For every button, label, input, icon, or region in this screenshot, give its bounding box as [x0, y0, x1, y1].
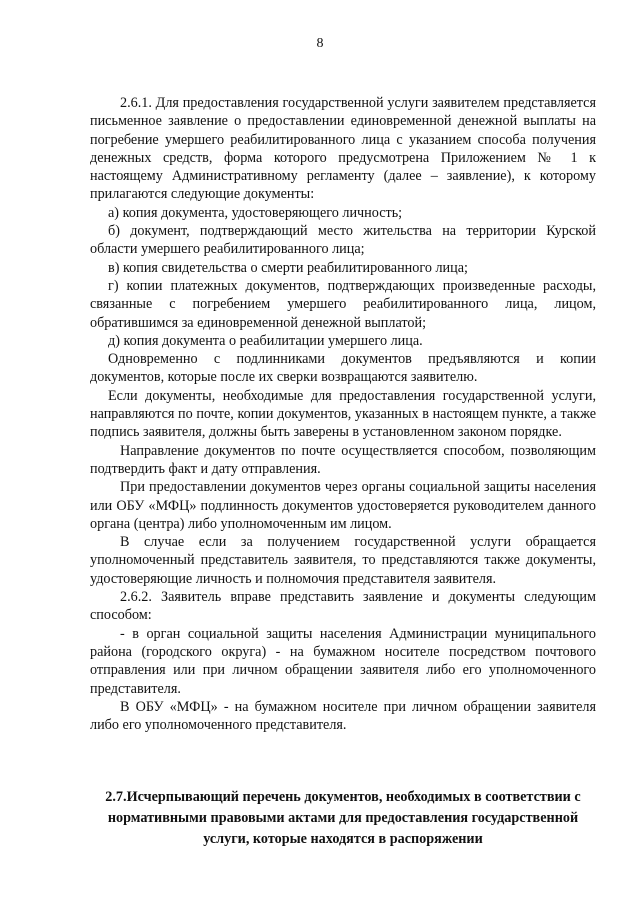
paragraph-2-6-2: 2.6.2. Заявитель вправе представить заявление и документы следующим способом:	[90, 589, 596, 624]
paragraph-method-mfc: В ОБУ «МФЦ» - на бумажном носителе при личном обращении заявителя либо его уполномоченного представителя.	[90, 698, 596, 734]
paragraph-representative: В случае если за получением государственной услуги обращается уполномоченный представитель заявителя, то представляются также документы, удостоверяющие личность и полномочия представителя заявителя.	[90, 534, 596, 587]
paragraph-2-6-1: 2.6.1. Для предоставления государственной услуги заявителем представляется письменное заявление о предоставлении единовременной денежной выплаты на погребение умершего реабилитированного лица с указанием способа получения денежных средств, форма которого предусмотрена Приложением № 1 к настоящему Административному регламенту (далее – заявление), к которому прилагаются следующие документы:	[90, 95, 596, 203]
paragraph-by-mail: Если документы, необходимые для предоставления государственной услуги, направляются по почте, копии документов, указанных в настоящем пункте, а также подпись заявителя, должны быть заверены в установленном законом порядке.	[90, 387, 596, 441]
paragraph-originals: Одновременно с подлинниками документов предъявляются и копии документов, которые после их сверки возвращаются заявителю.	[90, 351, 596, 386]
paragraph-authenticity: При предоставлении документов через органы социальной защиты населения или ОБУ «МФЦ» подлинность документов удостоверяется руководителем данного органа (центра) либо уполномоченным им лицом.	[90, 479, 596, 532]
list-item-d: д) копия документа о реабилитации умершего лица.	[108, 332, 423, 349]
list-item-g: г) копии платежных документов, подтверждающих произведенные расходы, связанные с погребением умершего реабилитированного лица, лицом, обратившимся за единовременной денежной выплатой;	[90, 277, 596, 331]
list-item-v: в) копия свидетельства о смерти реабилитированного лица;	[108, 259, 468, 276]
list-item-a: а) копия документа, удостоверяющего личность;	[108, 204, 403, 221]
page-number: 8	[316, 36, 324, 51]
document-body	[90, 94, 596, 734]
paragraph-mail-method: Направление документов по почте осуществляется способом, позволяющим подтвердить факт и дату отправления.	[90, 442, 596, 477]
paragraph-method-social: - в орган социальной защиты населения Администрации муниципального района (городского округа) - на бумажном носителе посредством почтового отправления или при личном обращении заявителя либо его уполномоченного представителя.	[90, 625, 596, 697]
section-heading-2-7: 2.7.Исчерпывающий перечень документов, необходимых в соответствии с нормативными правовыми актами для предоставления государственной услуги, которые находятся в распоряжении	[105, 789, 581, 847]
list-item-b: б) документ, подтверждающий место жительства на территории Курской области умершего реабилитированного лица;	[90, 223, 596, 258]
